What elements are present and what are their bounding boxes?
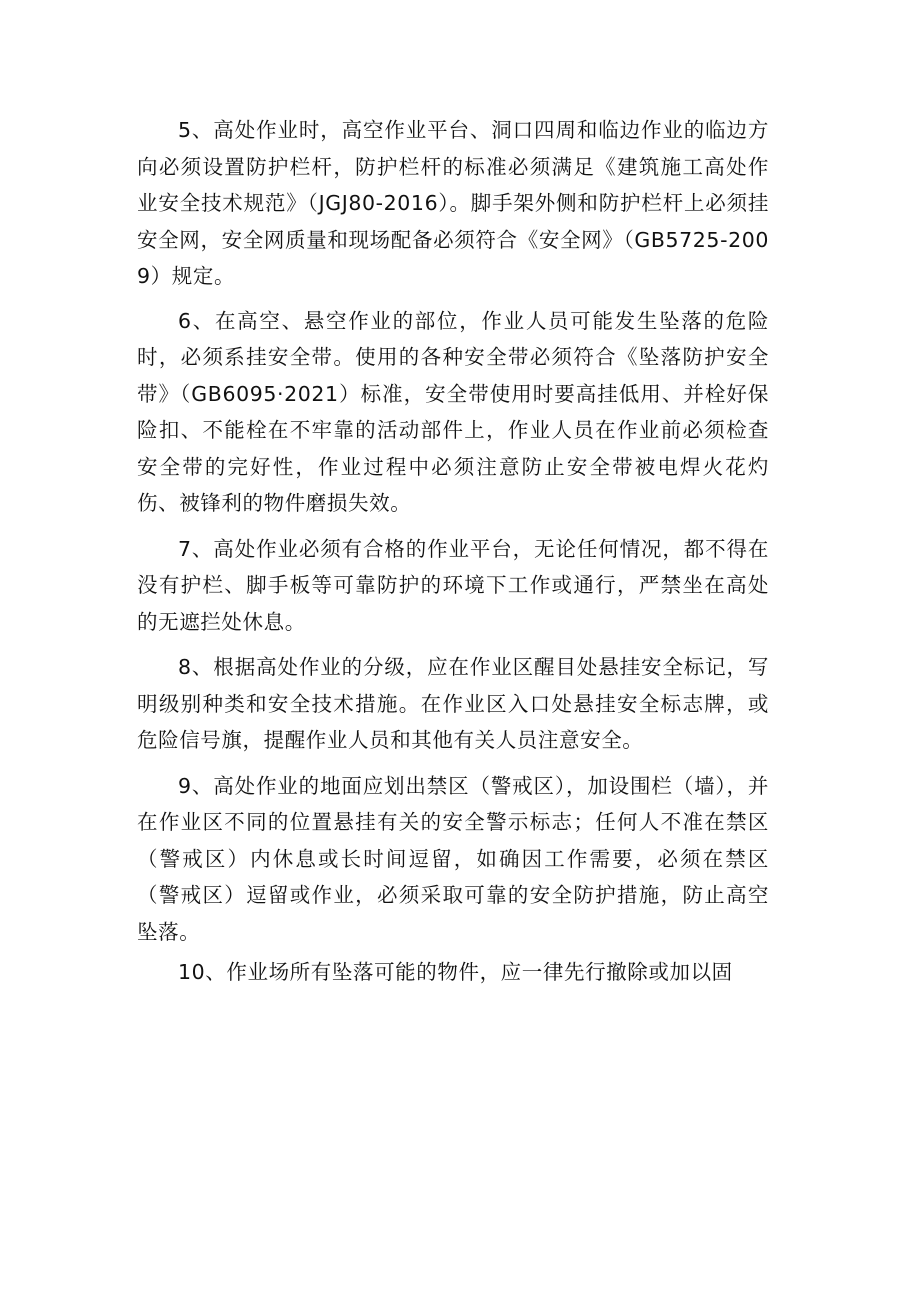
paragraph-item-8: 8、根据高处作业的分级，应在作业区醒目处悬挂安全标记，写明级别种类和安全技术措施。在作业区入口处悬挂安全标志牌，或危险信号旗，提醒作业人员和其他有关人员注意安全。 (137, 655, 769, 752)
paragraph-item-6: 6、在高空、悬空作业的部位，作业人员可能发生坠落的危险时，必须系挂安全带。使用的各种安全带必须符合《坠落防护安全带》（GB6095·2021）标准，安全带使用时要高挂低用、并栓好保险扣、不能栓在不牢靠的活动部件上，作业人员在作业前必须检查安全带的完好性，作业过程中必须注意防止安全带被电焊火花灼伤、被锋利的物件磨损失效。 (137, 308, 769, 515)
paragraph-item-5: 5、高处作业时，高空作业平台、洞口四周和临边作业的临边方向必须设置防护栏杆，防护栏杆的标准必须满足《建筑施工高处作业安全技术规范》（JGJ80-2016）。脚手架外侧和防护栏杆上必须挂安全网，安全网质量和现场配备必须符合《安全网》（GB5725-2009）规定。 (137, 118, 769, 288)
paragraph-item-7: 7、高处作业必须有合格的作业平台，无论任何情况，都不得在没有护栏、脚手板等可靠防护的环境下工作或通行，严禁坐在高处的无遮拦处休息。 (137, 536, 769, 634)
paragraph-item-10: 10、作业场所有坠落可能的物件，应一律先行撤除或加以固 (178, 960, 733, 984)
document-body (137, 112, 769, 999)
paragraph-item-9: 9、高处作业的地面应划出禁区（警戒区），加设围栏（墙），并在作业区不同的位置悬挂有关的安全警示标志；任何人不准在禁区（警戒区）内休息或长时间逗留，如确因工作需要，必须在禁区（警戒区）逗留或作业，必须采取可靠的安全防护措施，防止高空坠落。 (137, 773, 769, 944)
